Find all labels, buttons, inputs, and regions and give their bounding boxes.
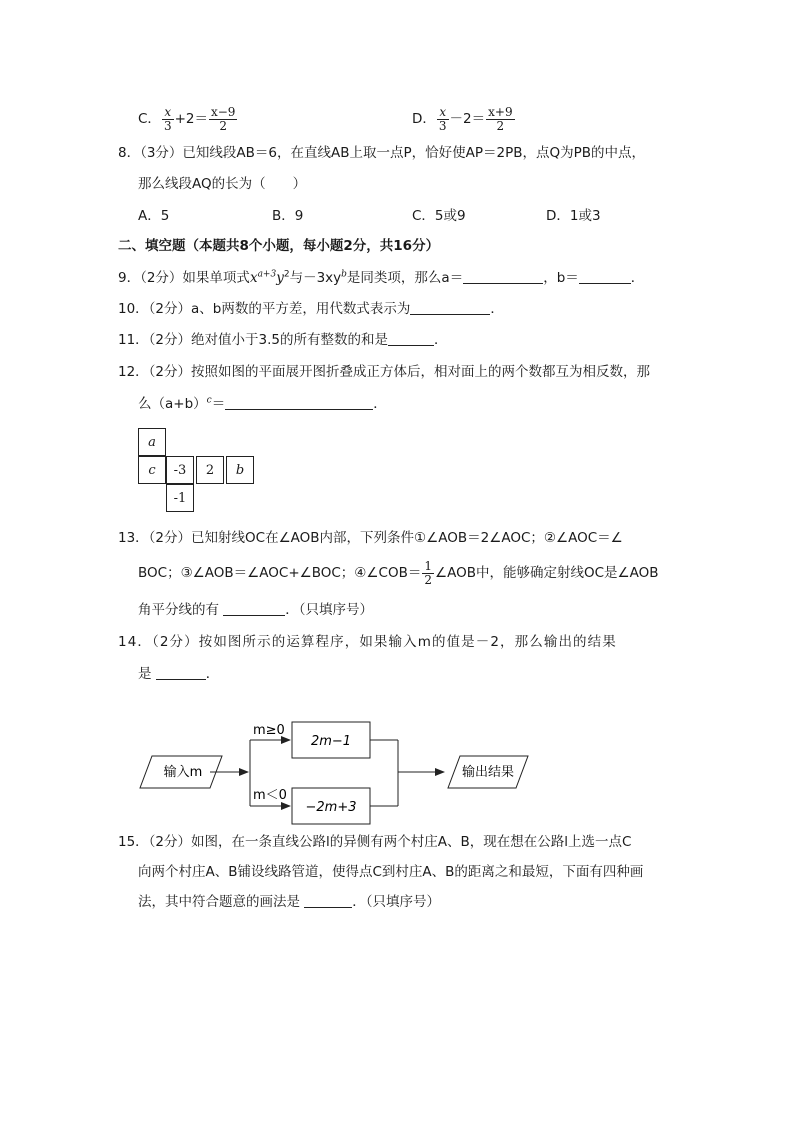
q14-line-2: 是 ． [138, 666, 220, 682]
q8-option-d: D．1或3 [546, 208, 601, 224]
q15-line-3: 法，其中符合题意的画法是 ．（只填序号） [138, 894, 441, 910]
q7-option-d-label: D． [412, 111, 436, 127]
q15-line-2: 向两个村庄A、B铺设线路管道，使得点C到村庄A、B的距离之和最短，下面有四种画 [138, 864, 644, 880]
cond-bottom-label: m＜0 [253, 788, 287, 803]
q8-option-c: C．5或9 [412, 208, 466, 224]
q7-c-fraction-1: $\frac{x}{3}$ [163, 104, 172, 133]
section-2-title: 二、填空题（本题共8个小题，每小题2分，共16分） [118, 238, 440, 254]
output-label: 输出结果 [461, 765, 515, 780]
q10-blank [410, 300, 490, 315]
q14-line-1: 14．（2分）按如图所示的运算程序，如果输入m的值是－2，那么输出的结果 [118, 634, 617, 650]
net-cell-b: b [226, 456, 254, 484]
q13-fraction: $\frac{1}{2}$ [424, 558, 432, 587]
q13-line-1: 13．（2分）已知射线OC在∠AOB内部，下列条件①∠AOB＝2∠AOC；②∠AOC＝∠ [118, 530, 623, 546]
q7-d-fraction-1: $\frac{x}{3}$ [438, 104, 447, 133]
q8-line-2: 那么线段AQ的长为（ ） [138, 176, 307, 192]
cond-top-label: m≥0 [253, 723, 285, 738]
q8-line-1: 8．（3分）已知线段AB＝6，在直线AB上取一点P，恰好使AP＝2PB，点Q为PB的中点， [118, 145, 646, 161]
q7-d-fraction-2: $\frac{x+9}{2}$ [488, 104, 513, 133]
q9-blank-b [579, 269, 631, 284]
q8-option-a: A．5 [138, 208, 170, 224]
q15-line-1: 15．（2分）如图，在一条直线公路l的异侧有两个村庄A、B，现在想在公路l上选一点C [118, 834, 632, 850]
q8-option-b: B．9 [272, 208, 304, 224]
flowchart [0, 700, 794, 830]
q11-blank [388, 331, 434, 346]
q12-line-1: 12．（2分）按照如图的平面展开图折叠成正方体后，相对面上的两个数都互为相反数，那 [118, 364, 651, 380]
net-cell-c: c [138, 456, 166, 484]
q12-blank [225, 395, 373, 410]
q13-line-3: 角平分线的有 ．（只填序号） [138, 602, 374, 618]
box-top-label: 2m−1 [310, 734, 352, 749]
net-cell-a: a [138, 428, 166, 456]
q9-line: 9．（2分）如果单项式$x^{a+3}y^2$与$-3xy^b$是同类项，那么a＝ ，b＝ ． [118, 269, 645, 286]
q12-line-2: 么$(a+b)^c=$ ． [138, 395, 387, 412]
q11-line: 11．（2分）绝对值小于3.5的所有整数的和是 ． [118, 332, 448, 348]
q15-blank [304, 893, 352, 908]
q7-c-fraction-2: $\frac{x-9}{2}$ [210, 104, 236, 133]
q13-line-2: BOC；③∠AOB＝∠AOC+∠BOC；④∠COB＝ $\frac{1}{2}$ ∠AOB中，能够确定射线OC是∠AOB [138, 558, 659, 587]
q10-line: 10．（2分）a、b两数的平方差，用代数式表示为 ． [118, 301, 504, 317]
q7-option-c-label: C． [138, 111, 161, 127]
q13-blank [223, 601, 285, 616]
q7-option-c: C． $\frac{x}{3}$ +2＝ $\frac{x-9}{2}$ [138, 104, 236, 133]
net-cell-neg3: -3 [166, 456, 194, 484]
input-label: 输入m [163, 765, 203, 780]
box-bottom-label: −2m+3 [305, 800, 357, 815]
q9-blank-a [463, 269, 543, 284]
q14-blank [156, 665, 206, 680]
q7-option-d: D． $\frac{x}{3}$ －2＝ $\frac{x+9}{2}$ [412, 104, 513, 133]
net-cell-neg1: -1 [166, 484, 194, 512]
net-cell-2: 2 [196, 456, 224, 484]
